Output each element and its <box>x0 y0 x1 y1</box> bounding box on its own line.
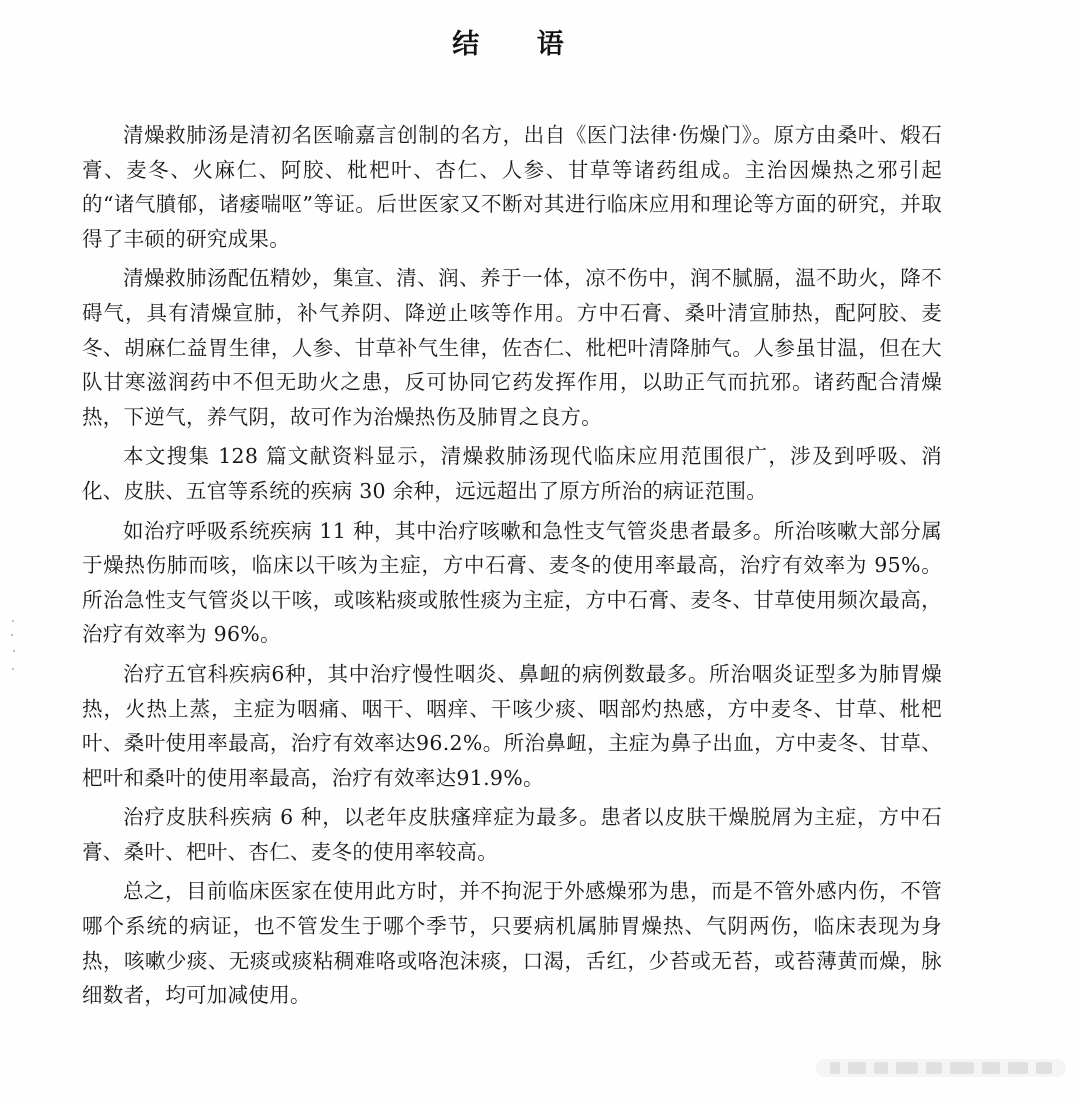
paragraph-7: 总之，目前临床医家在使用此方时，并不拘泥于外感燥邪为患，而是不管外感内伤，不管哪个系统的病证，也不管发生于哪个季节，只要病机属肺胃燥热、气阴两伤，临床表现为身热，咳嗽少痰、无痰或痰粘稠难咯或咯泡沫痰，口渴，舌红，少苔或无苔，或苔薄黄而燥，脉细数者，均可加减使用。 <box>82 879 942 1008</box>
paragraph-5: 治疗五官科疾病6种，其中治疗慢性咽炎、鼻衄的病例数最多。所治咽炎证型多为肺胃燥热，火热上蒸，主症为咽痛、咽干、咽痒、干咳少痰、咽部灼热感，方中麦冬、甘草、枇杷叶、桑叶使用率最高，治疗有效率达96.2%。所治鼻衄，主症为鼻子出血，方中麦冬、甘草、杷叶和桑叶的使用率最高，治疗有效率达91.9%。 <box>82 661 942 790</box>
paragraph-1: 清燥救肺汤是清初名医喻嘉言创制的名方，出自《医门法律·伤燥门》。原方由桑叶、煅石膏、麦冬、火麻仁、阿胶、枇杷叶、杏仁、人参、甘草等诸药组成。主治因燥热之邪引起的“诸气膹郁，诸痿喘呕”等证。后世医家又不断对其进行临床应用和理论等方面的研究，并取得了丰硕的研究成果。 <box>82 123 942 251</box>
body-text <box>82 118 942 1018</box>
paragraph-6: 治疗皮肤科疾病 6 种，以老年皮肤瘙痒症为最多。患者以皮肤干燥脱屑为主症，方中石膏、桑叶、杷叶、杏仁、麦冬的使用率较高。 <box>82 805 942 864</box>
paragraph-4: 如治疗呼吸系统疾病 11 种，其中治疗咳嗽和急性支气管炎患者最多。所治咳嗽大部分属于燥热伤肺而咳，临床以干咳为主症，方中石膏、麦冬的使用率最高，治疗有效率为 95%。所治急性支气管炎以干咳，或咳粘痰或脓性痰为主症，方中石膏、麦冬、甘草使用频次最高，治疗有效率为 96%。 <box>82 518 942 647</box>
watermark-logo <box>816 1053 1066 1083</box>
scan-margin-specks <box>10 620 18 680</box>
paragraph-2: 清燥救肺汤配伍精妙，集宣、清、润、养于一体，凉不伤中，润不腻膈，温不助火，降不碍气，具有清燥宣肺，补气养阴、降逆止咳等作用。方中石膏、桑叶清宣肺热，配阿胶、麦冬、胡麻仁益胃生律，人参、甘草补气生律，佐杏仁、枇杷叶清降肺气。人参虽甘温，但在大队甘寒滋润药中不但无助火之患，反可协同它药发挥作用，以助正气而抗邪。诸药配合清燥热，下逆气，养气阴，故可作为治燥热伤及肺胃之良方。 <box>82 266 942 429</box>
page-title: 结 语 <box>452 29 588 60</box>
paragraph-3: 本文搜集 128 篇文献资料显示，清燥救肺汤现代临床应用范围很广，涉及到呼吸、消化、皮肤、五官等系统的疾病 30 余种，远远超出了原方所治的病证范围。 <box>82 444 942 503</box>
